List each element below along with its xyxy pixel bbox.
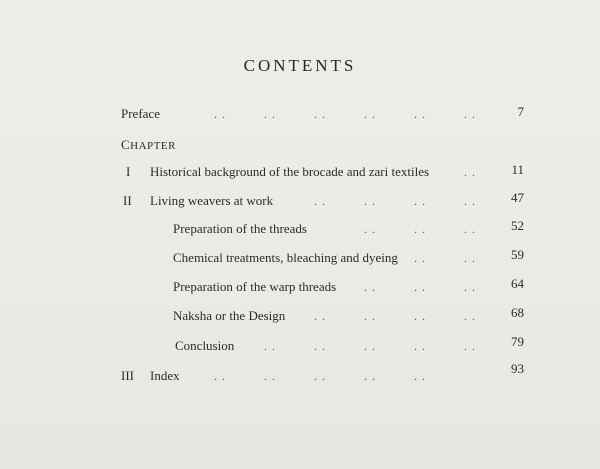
leader-dots: . . xyxy=(414,369,426,383)
leader-dots: . . xyxy=(464,194,476,208)
entry-page: 52 xyxy=(511,218,524,233)
leader-dots: . . xyxy=(464,165,476,179)
entry-page: 59 xyxy=(511,247,524,262)
leader-dots: . . xyxy=(414,222,426,236)
leader-dots: . . xyxy=(364,369,376,383)
leader-dots: . . xyxy=(314,369,326,383)
leader-dots: . . xyxy=(264,107,276,121)
leader-dots: . . xyxy=(364,339,376,353)
leader-dots: . . xyxy=(414,339,426,353)
leader-dots: . . xyxy=(364,309,376,323)
entry-page: 64 xyxy=(511,276,524,291)
leader-dots: . . xyxy=(414,107,426,121)
page-title: CONTENTS xyxy=(243,56,357,75)
leader-dots: . . xyxy=(464,222,476,236)
entry-roman: II xyxy=(123,193,132,208)
leader-dots: . . xyxy=(264,369,276,383)
entry-label: Preparation of the warp threads xyxy=(173,279,337,294)
entry-label: Preparation of the threads xyxy=(173,221,307,236)
leader-dots: . . xyxy=(464,251,476,265)
leader-dots: . . xyxy=(414,309,426,323)
entry-label: Naksha or the Design xyxy=(173,308,286,323)
entry-page: 11 xyxy=(511,162,524,177)
leader-dots: . . xyxy=(364,107,376,121)
entry-label: Conclusion xyxy=(175,338,235,353)
leader-dots: . . xyxy=(464,280,476,294)
leader-dots: . . xyxy=(264,339,276,353)
entry-label: Living weavers at work xyxy=(150,193,274,208)
entry-label: Index xyxy=(150,368,180,383)
chapter-heading xyxy=(121,137,176,153)
chapter-heading-initial: C xyxy=(121,137,131,152)
leader-dots: . . xyxy=(314,309,326,323)
entry-page: 47 xyxy=(511,190,524,205)
entry-page: 79 xyxy=(511,334,524,349)
entry-label: Chemical treatments, bleaching and dyeing xyxy=(173,250,398,265)
leader-dots: . . xyxy=(364,280,376,294)
leader-dots: . . xyxy=(464,309,476,323)
leader-dots: . . xyxy=(314,107,326,121)
leader-dots: . . xyxy=(414,194,426,208)
leader-dots: . . xyxy=(464,339,476,353)
leader-dots: . . xyxy=(214,369,226,383)
leader-dots: . . xyxy=(414,280,426,294)
preface-page: 7 xyxy=(517,104,524,119)
leader-dots: . . xyxy=(214,107,226,121)
leader-dots: . . xyxy=(364,222,376,236)
preface-label: Preface xyxy=(121,106,160,121)
entry-page: 68 xyxy=(511,305,524,320)
entry-label: Historical background of the brocade and zari textiles xyxy=(150,164,430,179)
leader-dots: . . xyxy=(464,107,476,121)
leader-dots: . . xyxy=(414,251,426,265)
entry-roman: III xyxy=(121,368,134,383)
entry-roman: I xyxy=(126,164,131,179)
leader-dots: . . xyxy=(314,194,326,208)
leader-dots: . . xyxy=(364,194,376,208)
leader-dots: . . xyxy=(314,339,326,353)
entry-page: 93 xyxy=(511,361,524,376)
chapter-heading-rest: HAPTER xyxy=(130,140,176,152)
